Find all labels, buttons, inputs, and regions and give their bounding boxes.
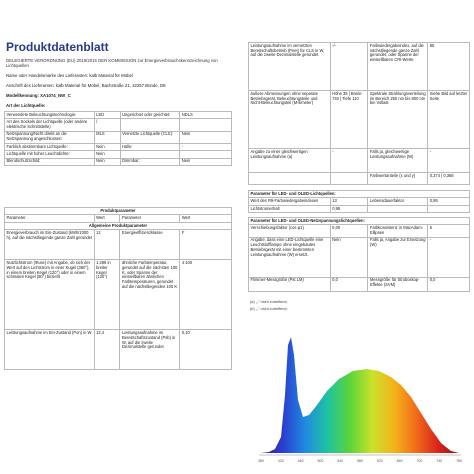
table-row bbox=[5, 330, 232, 370]
cell-label: Messgröße für Stroboskop-Effekte (SVM) bbox=[368, 277, 428, 291]
supplier-name-line: Name oder Handelsmarke des Lieferanten: kalb Material für Möbel bbox=[6, 73, 133, 78]
spectral-distribution-image bbox=[249, 325, 466, 470]
table-row bbox=[249, 225, 470, 237]
cell-label: Vernetzte Lichtquelle (CLS): bbox=[120, 131, 180, 143]
cell-value: 6 bbox=[428, 225, 470, 237]
cell-label: Verschiebungsfaktor (cos φ1) bbox=[249, 225, 331, 237]
table-row bbox=[249, 173, 470, 185]
cell-label: Falls ja, gleichwertige Leistungsaufnahme (W) bbox=[368, 149, 428, 173]
table-row bbox=[249, 277, 470, 291]
cell-label: Verwendete Beleuchtungstechnologie: bbox=[5, 112, 95, 119]
cell-label bbox=[368, 205, 428, 212]
cell-label: Nutzlichtstrom (Φuse) mit Angabe, ob sich der Wert auf den Lichtstrom in einer Kugel (360°), in einem breiten Kegel (120°) oder in einem schmalen Kegel (90°) bezieht bbox=[5, 260, 95, 330]
supplier-address-line: Anschrift des Lieferanten: kalb Material für Möbel, Bachstraße 21, 32257 Bünde, DE bbox=[6, 83, 167, 88]
cell-value: / bbox=[94, 119, 120, 131]
table-row bbox=[249, 149, 470, 173]
cell-value: - bbox=[330, 149, 368, 173]
spectrum-tick-label: 740 bbox=[436, 459, 443, 463]
column-header: Wert bbox=[180, 215, 232, 222]
product-parameters-table bbox=[4, 207, 232, 370]
cell-value: - bbox=[428, 149, 470, 173]
led-parameters-table bbox=[248, 190, 470, 213]
spectrum-tick-label: 460 bbox=[297, 459, 304, 463]
footnote-b: (b) „-" nicht zutreffend; bbox=[250, 307, 288, 311]
cell-label: Leistungsaufnahme im vernetzten Bereitschaftsbetrieb (Pnet) für CLS in W, auf die zweite Dezimalstelle gerundet bbox=[249, 43, 331, 91]
cell-label bbox=[249, 173, 331, 185]
cell-value: 1 289 in breiter Kegel (120°) bbox=[94, 260, 120, 330]
section-title: Parameter für LED- und OLED-Netzspannungslichtquellen: bbox=[249, 218, 470, 225]
cell-value: Nein bbox=[94, 151, 120, 158]
column-header: Parameter bbox=[120, 215, 180, 222]
column-header: Wert bbox=[94, 215, 120, 222]
cell-value: Nein bbox=[94, 143, 120, 150]
cell-label: Netzspannung/Nicht direkt an die Netzspannung angeschlossen: bbox=[5, 131, 95, 143]
cell-value bbox=[180, 119, 232, 131]
cell-label: Lichtquelle mit hoher Leuchtdichte: bbox=[5, 151, 95, 158]
table-row bbox=[249, 198, 470, 205]
cell-value: Nein bbox=[180, 158, 232, 165]
cell-value: NDLS bbox=[180, 112, 232, 119]
cell-label: Energieeffizienzklasse bbox=[120, 230, 180, 260]
cell-value: 0,374 | 0,368 bbox=[428, 173, 470, 185]
cell-value: Nein bbox=[330, 237, 368, 277]
spectrum-tick-label: 580 bbox=[357, 459, 363, 463]
column-header: Parameter bbox=[5, 215, 95, 222]
cell-value: 12,4 bbox=[94, 330, 120, 370]
cell-label: Angabe zu einer gleichwertigen Leistungsaufnahme (a) bbox=[249, 149, 331, 173]
cell-label: Falls ja, Angabe zur Ersetzung (W) bbox=[368, 237, 428, 277]
table-row bbox=[5, 158, 232, 165]
section-title: Produktparameter bbox=[5, 208, 232, 215]
cell-label: Hülle: bbox=[120, 143, 180, 150]
cell-value: LED bbox=[94, 112, 120, 119]
cell-value: -/- bbox=[330, 43, 368, 91]
page-title: Produktdatenblatt bbox=[6, 40, 109, 54]
led-mains-parameters-table bbox=[248, 217, 470, 292]
light-source-type-label: Art der Lichtquelle: bbox=[6, 103, 46, 108]
cell-label bbox=[120, 119, 180, 131]
cell-label: Leistungsaufnahme im Ein-Zustand (Pon) in W bbox=[5, 330, 95, 370]
regulation-subtitle: DELEGIERTE VERORDNUNG (EU) 2019/2015 DER KOMMISSION zur Energieverbrauchskennzeichnung von Lichtquellen bbox=[6, 58, 218, 69]
cell-value: Nein bbox=[180, 131, 232, 143]
cell-label: Dimmbar: bbox=[120, 158, 180, 165]
cell-value: Siehe Bild auf letzter Seite bbox=[428, 91, 470, 149]
cell-value: Nein bbox=[94, 158, 120, 165]
cell-label: Farbwertanteile (x und y) bbox=[368, 173, 428, 185]
table-row bbox=[5, 143, 232, 150]
table-row bbox=[249, 205, 470, 212]
cell-label: Flimmer-Messgröße (Pst LM) bbox=[249, 277, 331, 291]
cell-value: - bbox=[428, 237, 470, 277]
cell-value: 0,95 bbox=[330, 205, 368, 212]
spectrum-tick-label: 380 bbox=[258, 459, 264, 463]
cell-value: 13 bbox=[330, 198, 368, 205]
cell-label: Farblich abstimmbare Lichtquelle: bbox=[5, 143, 95, 150]
cell-label: äußere Abmessungen ohne separate Betriebsgerät, Beleuchtungsteile und Nicht-Beleuchtungsteil (M-ilimeter) bbox=[249, 91, 331, 149]
cell-label: Leistungsaufnahme im Bereitschaftszustand (Psb) in W, auf die zweite Dezimalstelle gerundet bbox=[120, 330, 180, 370]
cell-value: 4 100 bbox=[180, 260, 232, 330]
cell-label: Spektrale Strahlungsverteilung im Bereich 250 nm bis 800 nm bei Vollast bbox=[368, 91, 428, 149]
model-id-line: Modellkennung: XA1074_NW_C bbox=[6, 93, 71, 98]
cell-value: Höhe 35 | Breite 740 | Tiefe 110 bbox=[330, 91, 368, 149]
section-title: Parameter für LED- und OLED-Lichtquellen: bbox=[249, 191, 470, 198]
table-row bbox=[5, 119, 232, 131]
cell-label: Farbwiedergabeindex, auf die nächstliegende ganze Zahl gerundet, oder Spanne der einstellbaren CRI-Werte bbox=[368, 43, 428, 91]
group-title: Allgemeine Produktparameter bbox=[5, 222, 232, 229]
right-parameters-table bbox=[248, 42, 470, 185]
footnote-a: (a) „-" nicht zutreffend; bbox=[250, 300, 288, 304]
cell-value: 0,10 bbox=[180, 330, 232, 370]
spectrum-tick-label: 700 bbox=[416, 459, 423, 463]
cell-value: 0,0 bbox=[330, 277, 368, 291]
cell-label: Angabe, dass eine LED-Lichtquelle eine Leuchtstofflampe ohne eingebautes Betriebsgerät mit einer bestimmten Leistungsaufnahme (W) ersetzt. bbox=[249, 237, 331, 277]
cell-label: Lichtstromerhalt bbox=[249, 205, 331, 212]
spectrum-tick-label: 620 bbox=[376, 459, 383, 463]
cell-label: Art des Sockels der Lichtquelle (oder andere elektrische Schnittstelle) bbox=[5, 119, 95, 131]
cell-value bbox=[180, 151, 232, 158]
table-row bbox=[5, 131, 232, 143]
cell-label: Ungerichtet oder gerichtet: bbox=[120, 112, 180, 119]
cell-value: F bbox=[180, 230, 232, 260]
cell-value: 85 bbox=[428, 43, 470, 91]
cell-label: Lebensdauerfaktor bbox=[368, 198, 428, 205]
cell-label: Energieverbrauch im Ein-Zustand (kWh/1000 h), auf die nächstliegende ganze Zahl gerundet bbox=[5, 230, 95, 260]
spectrum-tick-label: 500 bbox=[317, 459, 324, 463]
cell-value: MLS bbox=[94, 131, 120, 143]
spectrum-tick-label: 780 bbox=[456, 459, 462, 463]
table-row bbox=[5, 230, 232, 260]
cell-label: Blendschutzschild: bbox=[5, 158, 95, 165]
cell-value: - bbox=[180, 143, 232, 150]
cell-value bbox=[428, 205, 470, 212]
cell-value: 12 bbox=[94, 230, 120, 260]
cell-label bbox=[120, 151, 180, 158]
cell-value: 0,00 bbox=[330, 225, 368, 237]
table-row bbox=[249, 43, 470, 91]
light-source-type-table bbox=[4, 111, 232, 166]
table-row bbox=[5, 260, 232, 330]
spectrum-tick-label: 660 bbox=[396, 459, 403, 463]
cell-value bbox=[330, 173, 368, 185]
table-row bbox=[5, 151, 232, 158]
table-row bbox=[249, 237, 470, 277]
cell-label: ähnliche Farbtemperatur, gerundet auf die nächsten 100 K, oder Spanne der einstellbaren ähnlichen Farbtemperaturen, gerundet auf die nächstliegenden 100 K bbox=[120, 260, 180, 330]
cell-label: Farbkonsistenz in MacAdam-Ellipsen bbox=[368, 225, 428, 237]
table-row bbox=[249, 91, 470, 149]
cell-value: 0,95 bbox=[428, 198, 470, 205]
table-row bbox=[5, 112, 232, 119]
cell-label: Wert des R9-Farbwiedergabeindexes bbox=[249, 198, 331, 205]
table-header-row bbox=[5, 215, 232, 222]
spectrum-tick-label: 420 bbox=[277, 459, 284, 463]
cell-value: 0,0 bbox=[428, 277, 470, 291]
spectrum-tick-label: 540 bbox=[337, 459, 344, 463]
